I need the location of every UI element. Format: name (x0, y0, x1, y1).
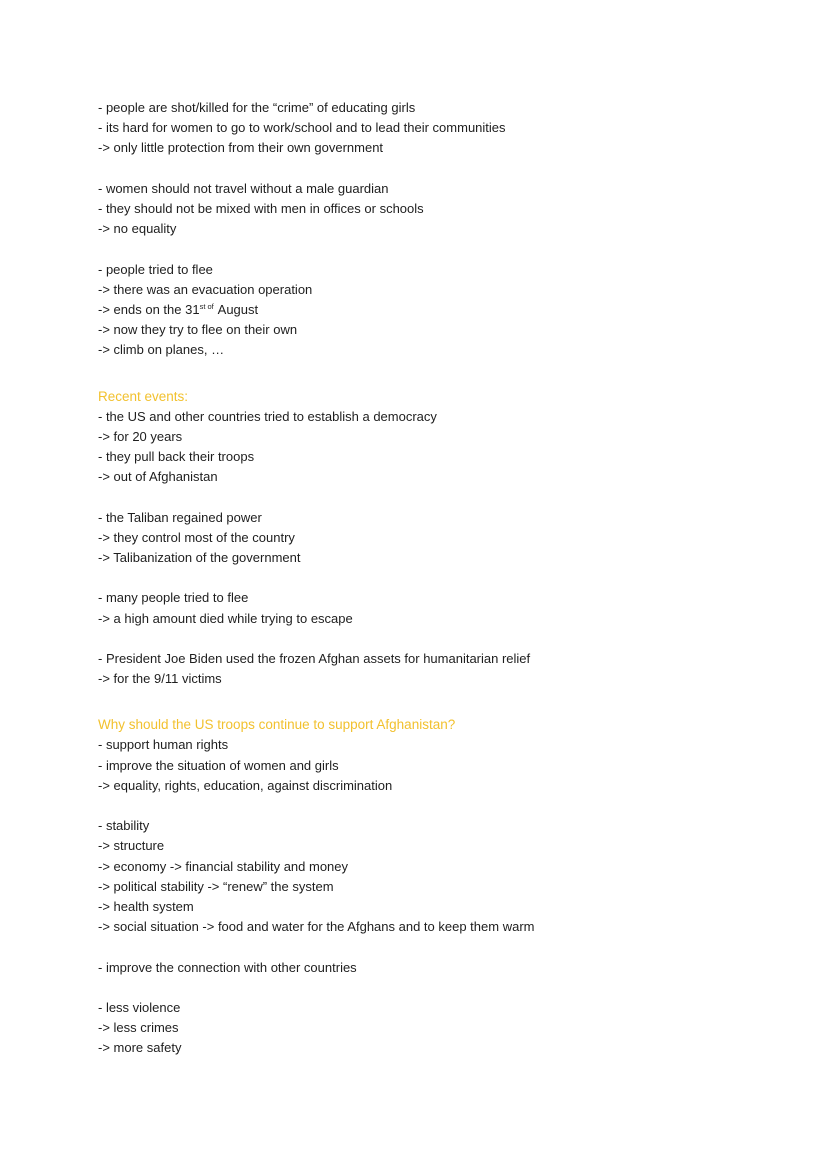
text-line: - President Joe Biden used the frozen Afghan assets for humanitarian relief (98, 650, 531, 666)
blank-line (98, 487, 788, 507)
ordinal-superscript: st of (199, 301, 214, 311)
text-line: -> a high amount died while trying to escape (98, 610, 353, 626)
blank-line (98, 239, 788, 259)
text-line: -> only little protection from their own government (98, 140, 384, 156)
text-line: -> less crimes (98, 1020, 179, 1036)
text-line: -> social situation -> food and water for the Afghans and to keep them warm (98, 919, 535, 935)
text-line: -> they control most of the country (98, 529, 295, 545)
blank-line (98, 629, 788, 649)
section-heading-recent-events: Recent events: (98, 388, 189, 404)
text-line: - improve the situation of women and girls (98, 757, 339, 773)
text-line: - the US and other countries tried to establish a democracy (98, 408, 437, 424)
text-line: -> equality, rights, education, against discrimination (98, 777, 393, 793)
date-suffix: August (214, 301, 259, 317)
text-line: - they should not be mixed with men in offices or schools (98, 200, 424, 216)
text-line: -> more safety (98, 1040, 182, 1056)
blank-line (98, 978, 788, 998)
text-line: - women should not travel without a male guardian (98, 180, 389, 196)
blank-line (98, 689, 788, 709)
date-prefix: -> ends on the 31 (98, 301, 200, 317)
text-line-with-superscript (98, 300, 788, 320)
text-line: - its hard for women to go to work/school and to lead their communities (98, 120, 506, 136)
text-line: - people are shot/killed for the “crime” of educating girls (98, 100, 416, 115)
text-line: -> out of Afghanistan (98, 469, 218, 485)
blank-line (98, 159, 788, 179)
blank-line (98, 360, 788, 380)
text-line: - less violence (98, 999, 181, 1015)
text-line: -> economy -> financial stability and money (98, 858, 349, 874)
text-line: - people tried to flee (98, 261, 213, 277)
text-line: -> for the 9/11 victims (98, 671, 222, 687)
blank-line (98, 796, 788, 816)
text-line: - many people tried to flee (98, 590, 249, 606)
text-line: -> climb on planes, … (98, 342, 225, 358)
text-line: -> now they try to flee on their own (98, 322, 298, 338)
text-line: -> for 20 years (98, 428, 183, 444)
text-line: -> Talibanization of the government (98, 549, 301, 565)
document-page (98, 98, 788, 1058)
text-line: - the Taliban regained power (98, 509, 262, 525)
text-line: -> no equality (98, 221, 177, 237)
blank-line (98, 937, 788, 957)
text-line: -> health system (98, 898, 194, 914)
text-line: -> there was an evacuation operation (98, 281, 313, 297)
text-line: -> structure (98, 838, 165, 854)
text-line: - support human rights (98, 737, 229, 753)
text-line: - improve the connection with other countries (98, 959, 357, 975)
text-line: - stability (98, 818, 150, 834)
text-line: - they pull back their troops (98, 449, 255, 464)
text-line: -> political stability -> “renew” the system (98, 878, 334, 894)
blank-line (98, 568, 788, 588)
section-heading-why-support: Why should the US troops continue to support Afghanistan? (98, 717, 456, 733)
